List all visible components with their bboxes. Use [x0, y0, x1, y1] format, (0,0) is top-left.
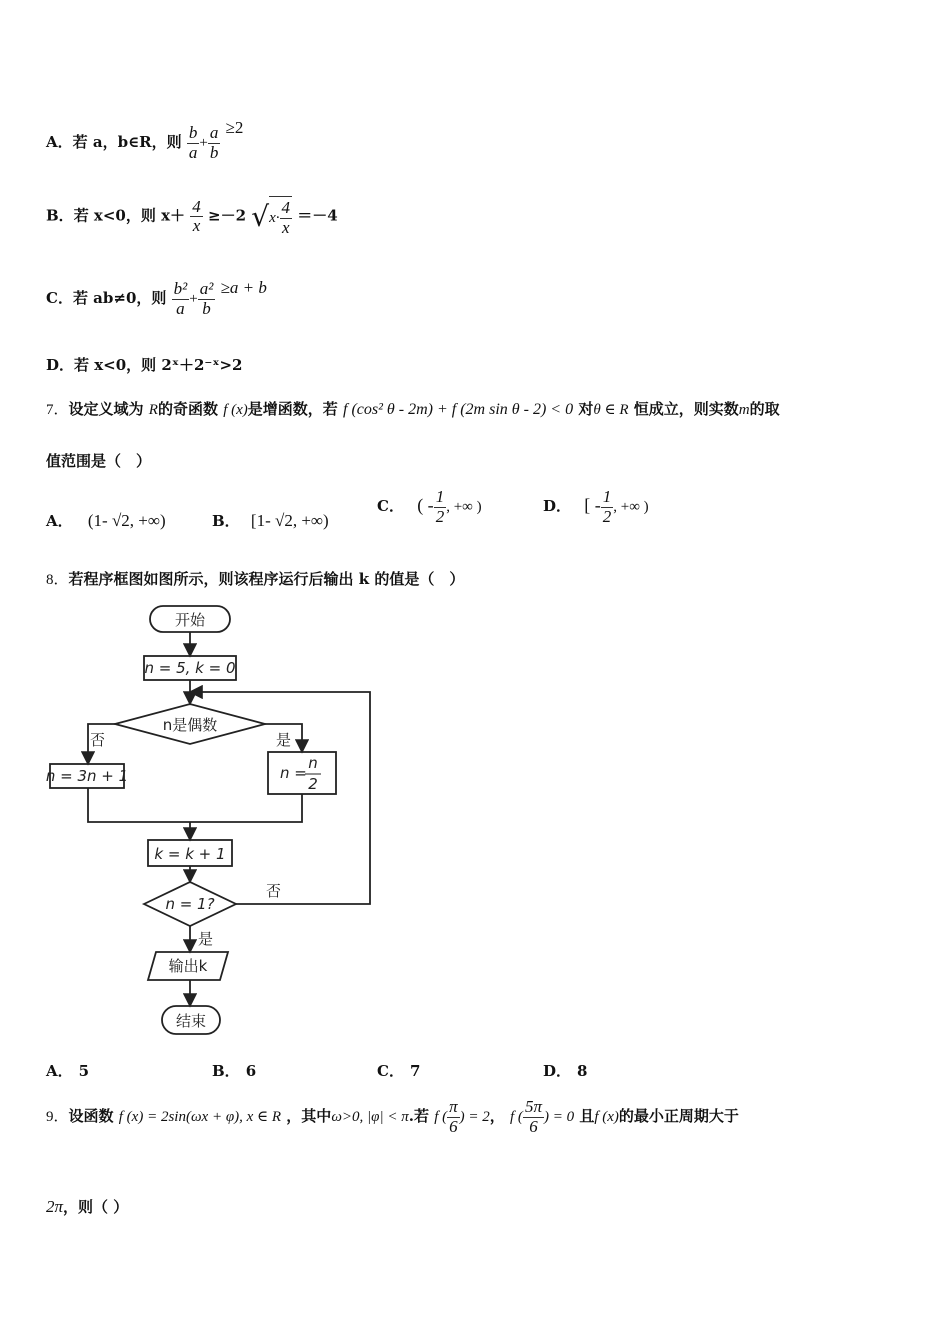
flow-yes-label: 是: [276, 731, 292, 749]
flow-right-num: n: [308, 754, 318, 772]
q6-option-d: D．若 x<0，则 2ˣ＋2⁻ˣ>2: [46, 356, 243, 374]
sqrt-icon: √: [251, 200, 270, 234]
flow-no2-label: 否: [266, 882, 282, 900]
q8-flowchart: [40, 598, 390, 1043]
q6-option-a: A．若 a，b∈R，则 $\frac{b}{a}$ + $\frac{a}{b}$ ≥2: [46, 118, 244, 162]
q6b-frac: $\frac{4}{x}$: [192, 196, 201, 236]
flow-cond1-label: n是偶数: [162, 716, 218, 734]
q7-option-c: C． ( - $\frac{1}{2}$ , +∞ ): [377, 487, 482, 526]
flow-right-den: 2: [308, 775, 318, 793]
flow-cond2-label: n = 1?: [165, 895, 215, 913]
flow-init-label: n = 5, k = 0: [144, 659, 236, 677]
flow-incr-label: k = k + 1: [154, 845, 226, 863]
flow-output-label: 输出k: [168, 957, 208, 975]
flow-no-label: 否: [90, 731, 106, 749]
flow-end-label: 结束: [175, 1012, 207, 1030]
q9-stem: 9．设函数 f (x) = 2sin(ωx + φ), x ∈ R ，其中ω>0, |φ| < π.若 f ( $\frac{\pi}{6}$ ) = 2， f ( $\frac{5\pi}{6}$ ) = 0 且f (x)的最小正周期大于: [46, 1097, 739, 1136]
q7-option-d: D． [ - $\frac{1}{2}$ , +∞ ): [543, 487, 649, 526]
q6a-frac1: $\frac{b}{a}$: [188, 122, 198, 162]
q8-option-d: D． 8: [543, 1062, 588, 1080]
q8-option-b: B． 6: [212, 1062, 257, 1080]
q6-option-c: C．若 ab≠0，则 $\frac{\text{b²}}{a}$ + $\frac{\text{a²}}{b}$ ≥a + b: [46, 278, 267, 318]
flow-start-label: 开始: [174, 611, 206, 629]
q9-stem-line2: 2π，则（ ）: [46, 1197, 129, 1216]
q6a-frac2: $\frac{a}{b}$: [209, 122, 219, 162]
q6c-frac2: $\frac{\text{a²}}{b}$: [199, 278, 214, 318]
flow-left-label: n = 3n + 1: [45, 767, 129, 785]
q6c-frac1: $\frac{\text{b²}}{a}$: [173, 278, 188, 318]
flow-right-label: n =: [280, 764, 307, 782]
q8-stem: 8．若程序框图如图所示，则该程序运行后输出 k 的值是（ ）: [46, 570, 465, 588]
q8-option-c: C． 7: [377, 1062, 421, 1080]
q7-option-a: A． (1- √2, +∞): [46, 511, 166, 530]
q7-option-b: B． [1- √2, +∞): [212, 511, 329, 530]
q8-option-a: A． 5: [46, 1062, 90, 1080]
q7-stem-line2: 值范围是（ ）: [46, 452, 152, 470]
q7-stem: 7．设定义域为 R的奇函数 f (x)是增函数，若 f (cos² θ - 2m) + f (2m sin θ - 2) < 0 对θ ∈ R 恒成立，则实数m的取: [46, 400, 780, 418]
flow-yes2-label: 是: [198, 930, 214, 948]
q6-option-b: B．若 x<0，则 x＋ $\frac{4}{x}$ ≥－2 √x· $\frac{4}{x}$ ＝－4: [46, 196, 338, 237]
